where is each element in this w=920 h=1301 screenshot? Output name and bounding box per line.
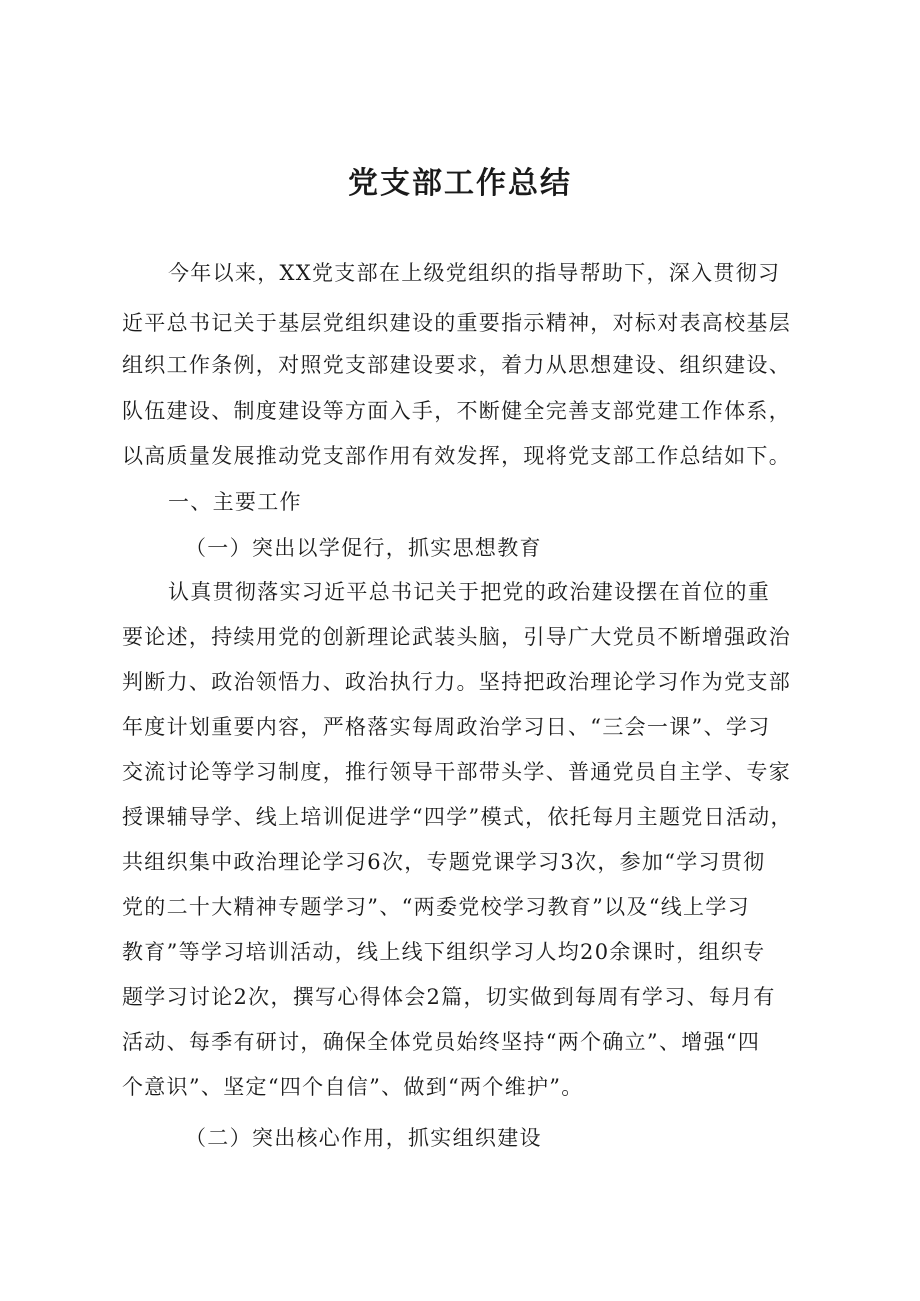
- intro-line-1: 今年以来，XX党支部在上级党组织的指导帮助下，深入贯彻习: [168, 261, 781, 285]
- body-line-3: 判断力、政治领悟力、政治执行力。坚持把政治理论学习作为党支部: [122, 670, 791, 694]
- intro-line-2: 近平总书记关于基层党组织建设的重要指示精神，对标对表高校基层: [122, 311, 791, 335]
- body-line-5: 交流讨论等学习制度，推行领导干部带头学、普通党员自主学、专家: [122, 760, 791, 784]
- body-line-8: 党的二十大精神专题学习”、“两委党校学习教育”以及“线上学习: [122, 895, 750, 919]
- body-line-9: 教育”等学习培训活动，线上线下组织学习人均20余课时，组织专: [122, 940, 766, 964]
- intro-line-5: 以高质量发展推动党支部作用有效发挥，现将党支部工作总结如下。: [122, 444, 791, 468]
- section-heading-main-work: 一、主要工作: [168, 490, 302, 514]
- body-line-12: 个意识”、坚定“四个自信”、做到“两个维护”。: [122, 1075, 584, 1099]
- subsection-heading-2: （二）突出核心作用，抓实组织建设: [185, 1126, 542, 1150]
- subsection-heading-1: （一）突出以学促行，抓实思想教育: [185, 536, 542, 560]
- intro-line-4: 队伍建设、制度建设等方面入手，不断健全完善支部党建工作体系，: [122, 399, 791, 423]
- intro-line-3: 组织工作条例，对照党支部建设要求，着力从思想建设、组织建设、: [122, 353, 791, 377]
- body-line-1: 认真贯彻落实习近平总书记关于把党的政治建设摆在首位的重: [168, 580, 771, 604]
- body-line-11: 活动、每季有研讨，确保全体党员始终坚持“两个确立”、增强“四: [122, 1030, 761, 1054]
- body-line-7: 共组织集中政治理论学习6次，专题党课学习3次，参加“学习贯彻: [122, 850, 766, 874]
- body-line-2: 要论述，持续用党的创新理论武装头脑，引导广大党员不断增强政治: [122, 625, 791, 649]
- body-line-4: 年度计划重要内容，严格落实每周政治学习日、“三会一课”、学习: [122, 715, 771, 739]
- body-line-10: 题学习讨论2次，撰写心得体会2篇，切实做到每周有学习、每月有: [122, 985, 776, 1009]
- body-line-6: 授课辅导学、线上培训促进学“四学”模式，依托每月主题党日活动，: [122, 805, 793, 829]
- document-title: 党支部工作总结: [348, 166, 572, 201]
